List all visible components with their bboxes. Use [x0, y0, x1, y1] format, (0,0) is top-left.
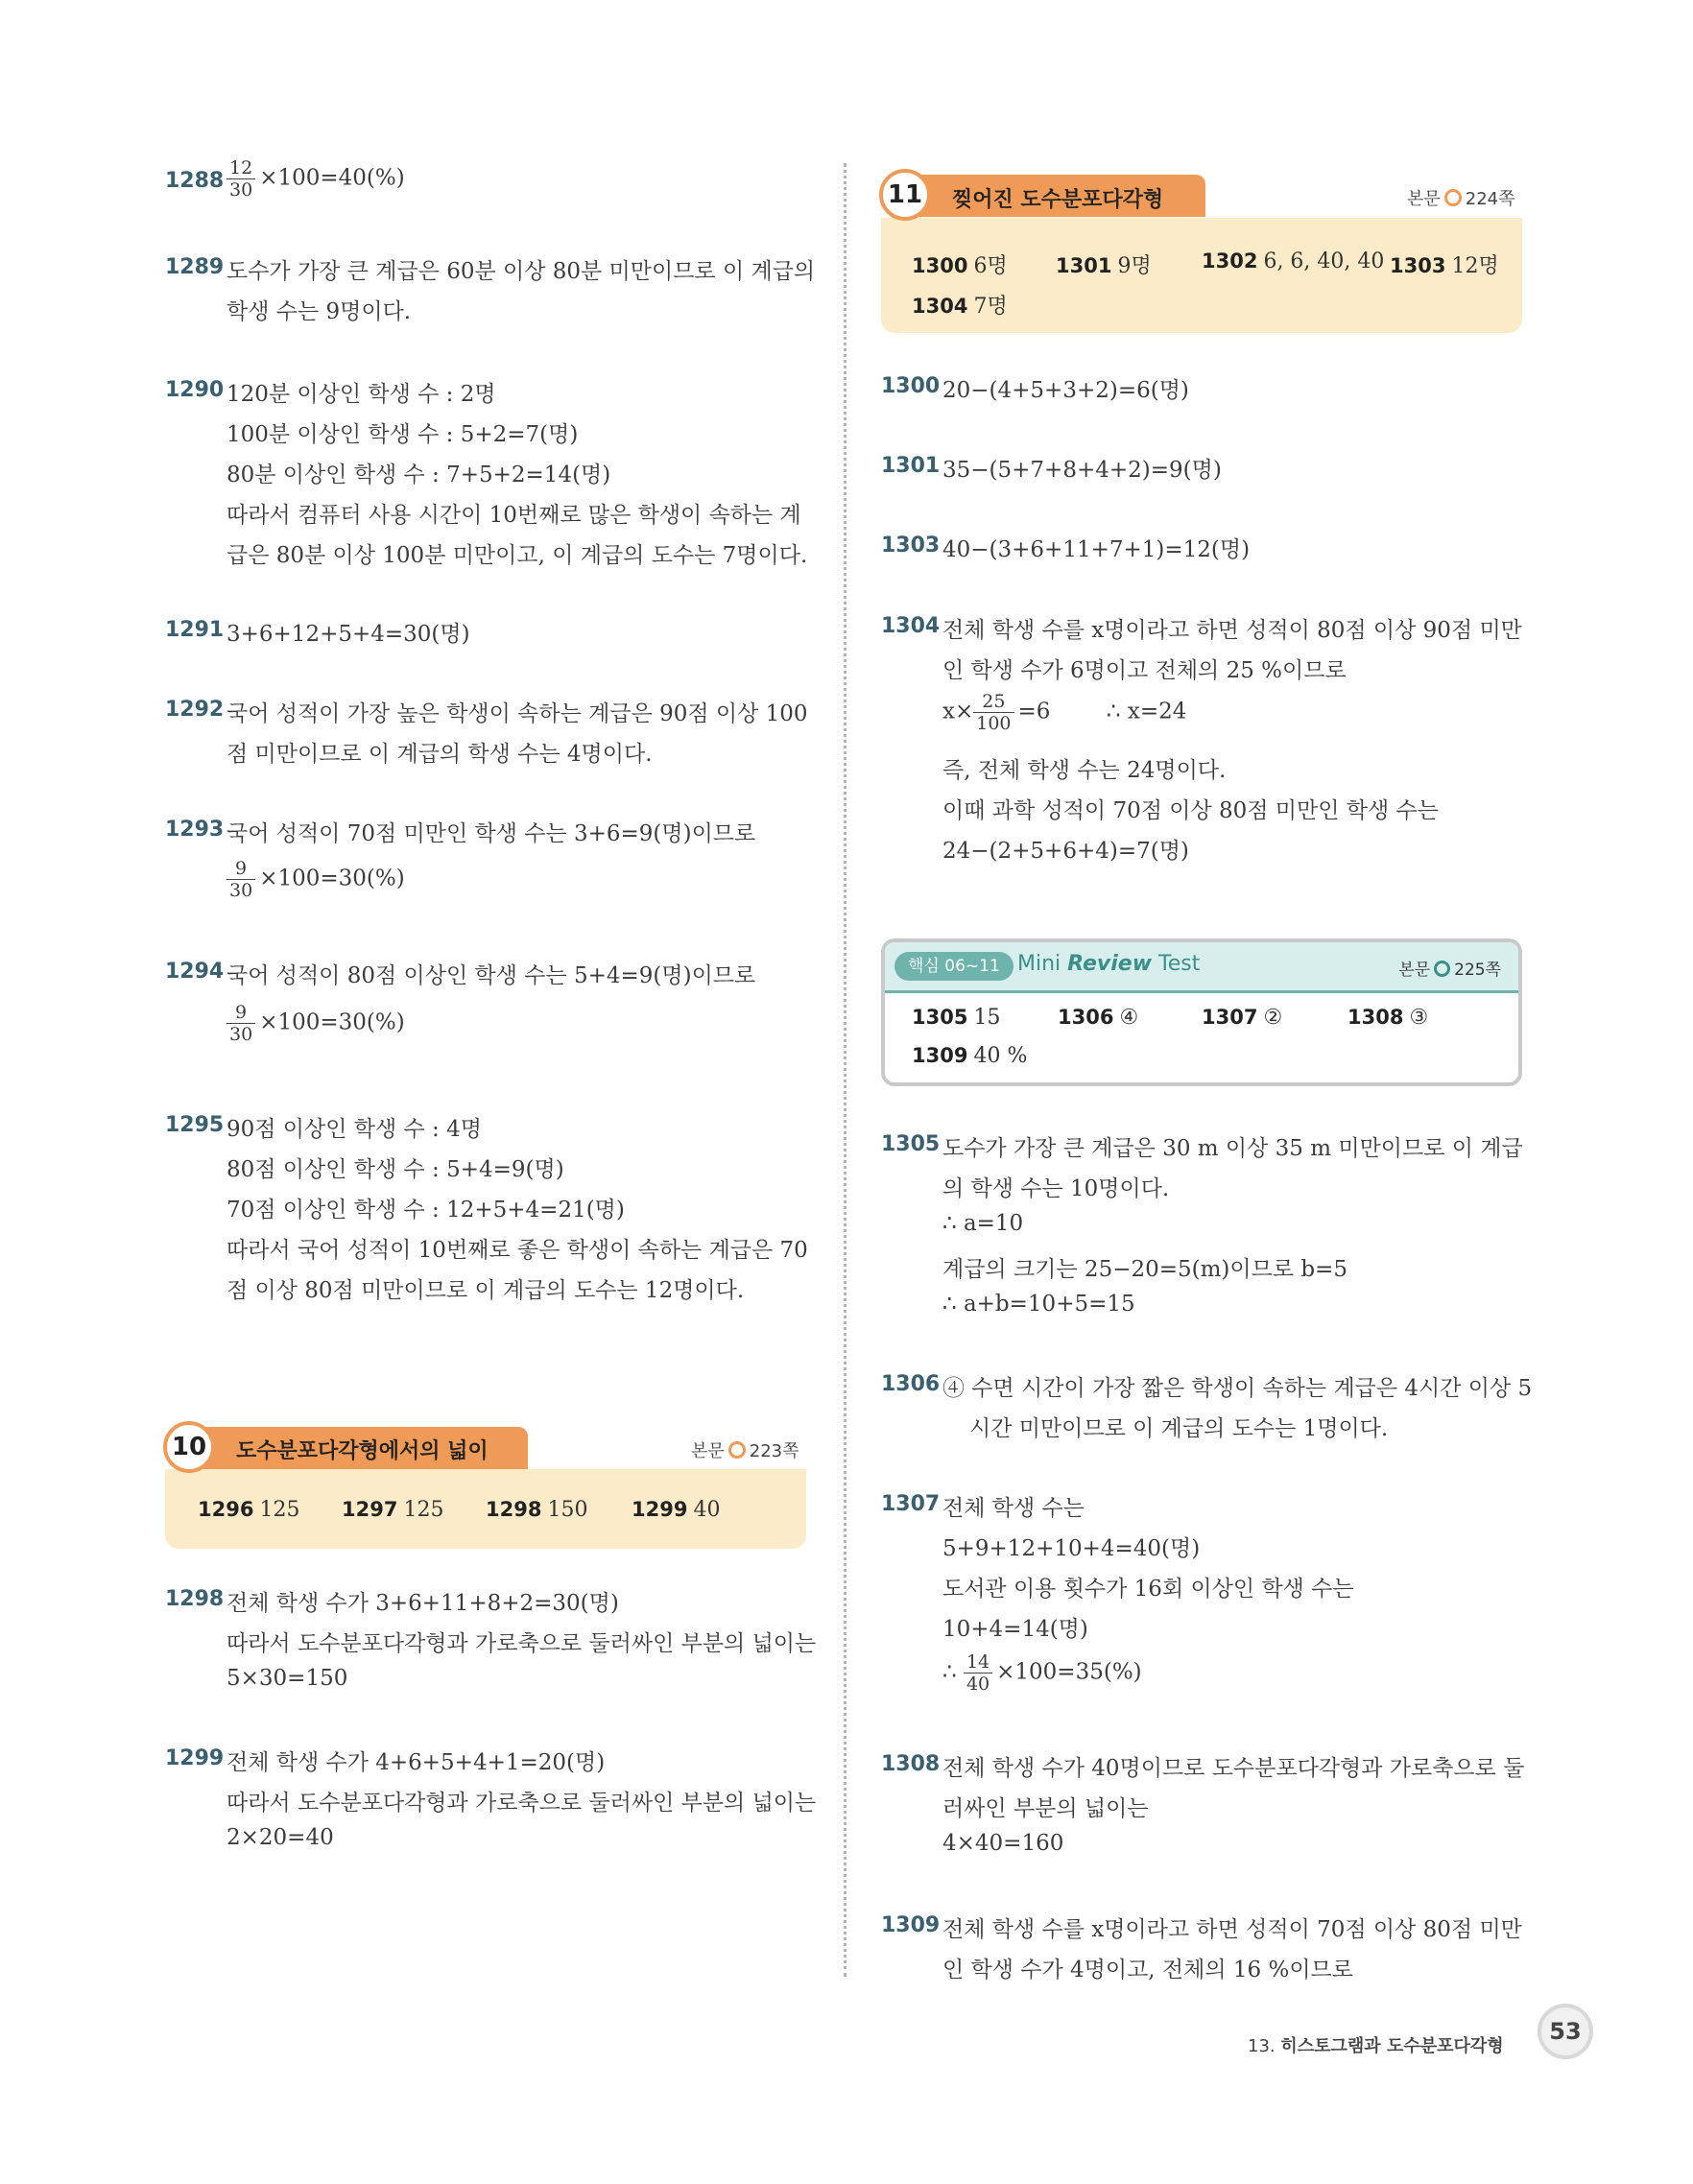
section-title: 도수분포다각형에서의 넓이: [236, 1439, 489, 1463]
solution-line: 전체 학생 수가 4+6+5+4+1=20(명): [227, 1750, 606, 1775]
solution-line: $\frac{12}{30}$ ×100=40(%): [227, 157, 405, 201]
solution-line: 20−(4+5+3+2)=6(명): [942, 378, 1189, 403]
solution-line: 국어 성적이 70점 미만인 학생 수는 3+6=9(명)이므로: [227, 821, 756, 846]
solution-line: ④ 수면 시간이 가장 짧은 학생이 속하는 계급은 4시간 이상 5: [942, 1376, 1533, 1401]
answer-item: 1303 12명: [1390, 254, 1499, 278]
fraction: $\frac{9}{30}$: [227, 1002, 255, 1045]
answer-item: 1297 125: [342, 1498, 444, 1522]
solution-line: 40−(3+6+11+7+1)=12(명): [942, 537, 1251, 562]
problem-number: 1290: [165, 378, 225, 402]
solution-line: 도수가 가장 큰 계급은 30 m 이상 35 m 미만이므로 이 계급: [942, 1136, 1523, 1161]
solution-line: 90점 이상인 학생 수 : 4명: [227, 1117, 482, 1142]
review-title: Mini Review Test: [1017, 952, 1201, 976]
problem-number: 1288: [165, 169, 225, 193]
solution-line: 24−(2+5+6+4)=7(명): [942, 839, 1189, 864]
solution-line: 즉, 전체 학생 수는 24명이다.: [942, 758, 1227, 783]
solution-line: 10+4=14(명): [942, 1617, 1088, 1642]
problem-number: 1295: [165, 1113, 225, 1137]
textbook-ref: 본문 225쪽: [1398, 961, 1501, 980]
arrow-circle-icon: [728, 1441, 746, 1459]
textbook-ref: 본문 224쪽: [1407, 189, 1515, 209]
problem-number: 1291: [165, 618, 225, 642]
problem-number: 1301: [881, 454, 941, 478]
problem-number: 1289: [165, 255, 225, 279]
column-divider: [844, 163, 846, 1977]
answer-item: 1309 40 %: [912, 1044, 1028, 1068]
problem-number: 1309: [881, 1913, 941, 1937]
solution-line: 70점 이상인 학생 수 : 12+5+4=21(명): [227, 1198, 625, 1223]
solution-line: 전체 학생 수를 x명이라고 하면 성적이 80점 이상 90점 미만: [942, 618, 1522, 643]
solution-line: $\frac{9}{30}$ ×100=30(%): [227, 858, 405, 901]
solution-line: 따라서 도수분포다각형과 가로축으로 둘러싸인 부분의 넓이는: [227, 1791, 817, 1816]
solution-line: 국어 성적이 80점 이상인 학생 수는 5+4=9(명)이므로: [227, 963, 756, 988]
solution-line: 2×20=40: [227, 1825, 334, 1850]
solution-line: 전체 학생 수를 x명이라고 하면 성적이 70점 이상 80점 미만: [942, 1917, 1522, 1942]
problem-number: 1306: [881, 1372, 941, 1396]
solution-line: 전체 학생 수는: [942, 1496, 1085, 1521]
answer-item: 1299 40: [632, 1498, 721, 1522]
solution-line: 계급의 크기는 25−20=5(m)이므로 b=5: [942, 1257, 1347, 1282]
arrow-circle-icon: [1444, 189, 1462, 206]
answer-item: 1306 ④: [1058, 1006, 1139, 1030]
solution-line: 국어 성적이 가장 높은 학생이 속하는 계급은 90점 이상 100: [227, 701, 808, 726]
problem-number: 1300: [881, 374, 941, 398]
solution-line: 따라서 국어 성적이 10번째로 좋은 학생이 속하는 계급은 70: [227, 1238, 808, 1263]
solution-line: 급은 80분 이상 100분 미만이고, 이 계급의 도수는 7명이다.: [227, 543, 808, 568]
solution-line: 전체 학생 수가 3+6+11+8+2=30(명): [227, 1591, 619, 1616]
answer-item: 1308 ③: [1347, 1006, 1429, 1030]
solution-line: 3+6+12+5+4=30(명): [227, 622, 470, 647]
solution-line: 따라서 도수분포다각형과 가로축으로 둘러싸인 부분의 넓이는: [227, 1631, 817, 1656]
answer-item: 1300 6명: [912, 254, 1008, 278]
section-title: 찢어진 도수분포다각형: [952, 188, 1164, 212]
solution-line: 점 이상 80점 미만이므로 이 계급의 도수는 12명이다.: [227, 1278, 745, 1303]
problem-number: 1298: [165, 1587, 225, 1611]
review-header: [885, 942, 1518, 993]
solution-line: 120분 이상인 학생 수 : 2명: [227, 382, 496, 407]
review-range-badge: 핵심 06~11: [894, 952, 1013, 981]
solution-line: 이때 과학 성적이 70점 이상 80점 미만인 학생 수는: [942, 798, 1439, 823]
fraction: $\frac{25}{100}$: [973, 691, 1013, 734]
problem-number: 1304: [881, 614, 941, 638]
solution-line: 35−(5+7+8+4+2)=9(명): [942, 458, 1222, 483]
answer-item: 1301 9명: [1056, 254, 1152, 278]
solution-line: 도서관 이용 횟수가 16회 이상인 학생 수는: [942, 1577, 1354, 1602]
answer-item: 1304 7명: [912, 295, 1008, 319]
problem-number: 1292: [165, 698, 225, 722]
solution-line: 80점 이상인 학생 수 : 5+4=9(명): [227, 1157, 564, 1182]
section-number: 10: [163, 1421, 215, 1473]
solution-line: 인 학생 수가 4명이고, 전체의 16 %이므로: [942, 1958, 1353, 1982]
fraction: $\frac{12}{30}$: [227, 157, 255, 201]
solution-line: 러싸인 부분의 넓이는: [942, 1796, 1149, 1821]
solution-line: 100분 이상인 학생 수 : 5+2=7(명): [227, 422, 579, 447]
section-number: 11: [879, 169, 931, 221]
problem-number: 1293: [165, 818, 225, 842]
solution-line: 학생 수는 9명이다.: [227, 299, 412, 324]
arrow-circle-icon: [1434, 961, 1450, 977]
solution-line: 5×30=150: [227, 1666, 348, 1691]
answer-item: 1296 125: [198, 1498, 300, 1522]
solution-line: 인 학생 수가 6명이고 전체의 25 %이므로: [942, 658, 1347, 683]
solution-line: 점 미만이므로 이 계급의 학생 수는 4명이다.: [227, 742, 653, 767]
solution-line: ∴ a=10: [942, 1211, 1024, 1236]
solution-line: $\frac{9}{30}$ ×100=30(%): [227, 1002, 405, 1045]
solution-line: 80분 이상인 학생 수 : 7+5+2=14(명): [227, 463, 611, 487]
problem-number: 1305: [881, 1132, 941, 1156]
solution-line: 의 학생 수는 10명이다.: [942, 1176, 1170, 1201]
answer-item: 1307 ②: [1202, 1006, 1283, 1030]
fraction: $\frac{9}{30}$: [227, 858, 255, 901]
problem-number: 1307: [881, 1492, 941, 1516]
solution-line: 따라서 컴퓨터 사용 시간이 10번째로 많은 학생이 속하는 계: [227, 503, 801, 528]
problem-number: 1299: [165, 1746, 225, 1770]
solution-line: x× $\frac{25}{100}$ =6 ∴ x=24: [942, 691, 1187, 734]
answer-item: 1302 6, 6, 40, 40: [1202, 249, 1385, 273]
problem-number: 1303: [881, 534, 941, 558]
answer-item: 1298 150: [486, 1498, 588, 1522]
mini-review-test-box: [881, 938, 1522, 1086]
chapter-footer: 13. 히스토그램과 도수분포다각형: [1248, 2036, 1504, 2056]
textbook-ref: 본문 223쪽: [691, 1441, 799, 1461]
fraction: $\frac{14}{40}$: [964, 1651, 992, 1695]
problem-number: 1294: [165, 960, 225, 984]
solution-line: 5+9+12+10+4=40(명): [942, 1536, 1201, 1561]
problem-number: 1308: [881, 1752, 941, 1776]
solution-line: ∴ a+b=10+5=15: [942, 1292, 1135, 1317]
solution-line: ∴ $\frac{14}{40}$ ×100=35(%): [942, 1651, 1142, 1695]
page-number: 53: [1538, 2004, 1593, 2059]
solution-line: 시간 미만이므로 이 계급의 도수는 1명이다.: [969, 1416, 1389, 1441]
solution-line: 4×40=160: [942, 1831, 1064, 1856]
solution-line: 도수가 가장 큰 계급은 60분 이상 80분 미만이므로 이 계급의: [227, 259, 816, 284]
answer-item: 1305 15: [912, 1006, 1001, 1030]
solution-line: 전체 학생 수가 40명이므로 도수분포다각형과 가로축으로 둘: [942, 1756, 1525, 1781]
